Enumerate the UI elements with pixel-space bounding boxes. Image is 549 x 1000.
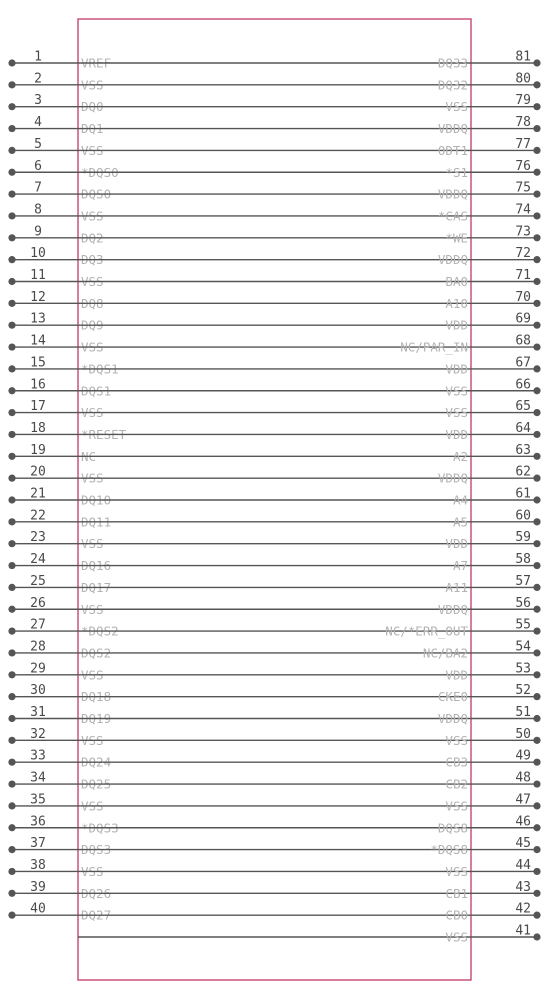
pin-endpoint-dot[interactable] [533, 737, 540, 744]
pin-number: 58 [515, 552, 531, 568]
pin-number: 53 [515, 661, 531, 677]
pin-number: 75 [515, 180, 531, 196]
pin-endpoint-dot[interactable] [533, 868, 540, 875]
pin-name-label: *S1 [445, 164, 468, 180]
pin-name-label: *DQS2 [81, 623, 119, 639]
pin-endpoint-dot[interactable] [533, 475, 540, 482]
pin-number: 15 [30, 355, 46, 371]
pin-endpoint-dot[interactable] [8, 562, 15, 569]
pin-name-label: DQ10 [81, 492, 112, 508]
pin-name-label: VSS [445, 798, 468, 814]
pin-number: 56 [515, 595, 531, 611]
pin-number: 55 [515, 617, 531, 633]
pin-endpoint-dot[interactable] [533, 606, 540, 613]
pin-number: 49 [515, 748, 531, 764]
pin-14 [8, 334, 103, 355]
pin-endpoint-dot[interactable] [8, 234, 15, 241]
pin-name-label: VSS [445, 863, 468, 879]
pin-endpoint-dot[interactable] [533, 212, 540, 219]
pin-name-label: A2 [452, 448, 468, 464]
pin-number: 32 [30, 726, 46, 742]
pin-endpoint-dot[interactable] [533, 256, 540, 263]
pin-10 [8, 246, 103, 267]
pin-name-label: *DQS0 [81, 164, 119, 180]
pin-endpoint-dot[interactable] [8, 649, 15, 656]
pin-15 [8, 355, 118, 376]
pin-name-label: DQ8 [81, 295, 104, 311]
pin-number: 24 [30, 552, 46, 568]
pin-number: 63 [515, 442, 531, 458]
pin-name-label: VDDQ [437, 186, 468, 202]
pin-name-label: VSS [445, 99, 468, 115]
pin-endpoint-dot[interactable] [8, 169, 15, 176]
pin-endpoint-dot[interactable] [8, 540, 15, 547]
pin-number: 17 [30, 399, 46, 415]
pin-number: 27 [30, 617, 46, 633]
pin-name-label: VDD [445, 536, 468, 552]
pin-number: 34 [30, 770, 46, 786]
pin-endpoint-dot[interactable] [8, 343, 15, 350]
pin-number: 50 [515, 726, 531, 742]
pin-name-label: DQ26 [81, 885, 112, 901]
pin-endpoint-dot[interactable] [533, 234, 540, 241]
pin-name-label: DQ17 [81, 579, 112, 595]
pin-number: 7 [34, 180, 42, 196]
pin-name-label: CB0 [445, 907, 468, 923]
pin-endpoint-dot[interactable] [533, 496, 540, 503]
pin-name-label: ODT1 [437, 142, 468, 158]
pin-name-label: DQ3 [81, 252, 104, 268]
pin-29 [8, 661, 103, 682]
pin-name-label: A4 [452, 492, 468, 508]
pin-name-label: CB3 [445, 754, 468, 770]
pin-name-label: A11 [445, 579, 468, 595]
pin-2 [8, 71, 103, 92]
pin-endpoint-dot[interactable] [8, 409, 15, 416]
pin-endpoint-dot[interactable] [533, 780, 540, 787]
pin-name-label: VSS [81, 536, 104, 552]
pin-name-label: NC/*ERR_OUT [385, 623, 468, 639]
pin-number: 11 [30, 268, 46, 283]
pin-name-label: DQ27 [81, 907, 112, 923]
pin-number: 37 [30, 836, 46, 852]
pin-number: 35 [30, 792, 46, 808]
pin-number: 47 [515, 792, 531, 808]
pin-number: 48 [515, 770, 531, 786]
pin-number: 64 [515, 420, 531, 436]
pin-endpoint-dot[interactable] [8, 431, 15, 438]
pin-endpoint-dot[interactable] [533, 387, 540, 394]
pin-endpoint-dot[interactable] [533, 562, 540, 569]
pin-3 [8, 93, 103, 114]
pin-name-label: VDD [445, 361, 468, 377]
pin-24 [8, 552, 111, 573]
pin-name-label: NC [81, 448, 97, 464]
pin-name-label: VSS [81, 863, 104, 879]
pin-name-label: DQ32 [437, 77, 468, 93]
pin-number: 61 [515, 486, 531, 502]
pin-number: 22 [30, 508, 46, 524]
pin-endpoint-dot[interactable] [8, 278, 15, 285]
pin-number: 43 [515, 879, 531, 895]
pin-endpoint-dot[interactable] [533, 540, 540, 547]
pin-endpoint-dot[interactable] [533, 715, 540, 722]
pin-name-label: A7 [452, 558, 468, 574]
pin-number: 33 [30, 748, 46, 764]
pin-number: 3 [34, 93, 42, 109]
pin-number: 1 [34, 49, 42, 65]
pin-endpoint-dot[interactable] [533, 518, 540, 525]
pin-endpoint-dot[interactable] [533, 846, 540, 853]
pin-endpoint-dot[interactable] [533, 409, 540, 416]
pin-name-label: VSS [81, 339, 104, 355]
pin-name-label: DQ33 [437, 55, 468, 71]
pin-number: 81 [515, 49, 531, 65]
pin-number: 39 [30, 879, 46, 895]
pin-endpoint-dot[interactable] [533, 802, 540, 809]
pin-name-label: CKE0 [437, 689, 468, 705]
pin-endpoint-dot[interactable] [533, 759, 540, 766]
pin-endpoint-dot[interactable] [8, 322, 15, 329]
pin-name-label: VDDQ [437, 252, 468, 268]
pin-endpoint-dot[interactable] [8, 584, 15, 591]
pin-number: 21 [30, 486, 46, 502]
pin-endpoint-dot[interactable] [8, 912, 15, 919]
pin-number: 57 [515, 573, 531, 589]
pin-number: 59 [515, 530, 531, 546]
pin-number: 69 [515, 311, 531, 327]
pin-name-label: *DQS1 [81, 361, 119, 377]
pin-endpoint-dot[interactable] [533, 278, 540, 285]
pin-endpoint-dot[interactable] [8, 518, 15, 525]
pin-number: 28 [30, 639, 46, 655]
pin-number: 60 [515, 508, 531, 524]
pin-name-label: DQ0 [81, 99, 104, 115]
pin-4 [8, 115, 103, 136]
pin-26 [8, 596, 103, 617]
pin-name-label: DQ1 [81, 121, 104, 137]
pin-name-label: VDD [445, 317, 468, 333]
pin-number: 68 [515, 333, 531, 349]
pin-endpoint-dot[interactable] [533, 824, 540, 831]
pin-number: 71 [515, 268, 531, 283]
pin-name-label: VSS [81, 732, 104, 748]
pin-27 [8, 618, 118, 639]
pin-endpoint-dot[interactable] [8, 147, 15, 154]
pin-number: 25 [30, 573, 46, 589]
pin-endpoint-dot[interactable] [8, 606, 15, 613]
pin-name-label: NC/BA2 [422, 645, 468, 661]
pin-name-label: CB2 [445, 776, 468, 792]
pin-40 [8, 902, 111, 923]
pin-endpoint-dot[interactable] [8, 671, 15, 678]
pin-number: 66 [515, 377, 531, 393]
pin-name-label: A5 [452, 514, 468, 530]
pin-endpoint-dot[interactable] [533, 103, 540, 110]
pin-name-label: VDDQ [437, 121, 468, 137]
pin-endpoint-dot[interactable] [8, 365, 15, 372]
pin-endpoint-dot[interactable] [8, 300, 15, 307]
pin-28 [8, 639, 111, 660]
pin-13 [8, 312, 103, 333]
pin-endpoint-dot[interactable] [8, 212, 15, 219]
pin-name-label: VSS [445, 383, 468, 399]
pin-number: 30 [30, 683, 46, 699]
pin-8 [8, 202, 103, 223]
pin-name-label: VSS [81, 470, 104, 486]
pin-name-label: VDD [445, 426, 468, 442]
pin-number: 72 [515, 246, 531, 262]
pin-number: 38 [30, 857, 46, 873]
pin-32 [8, 727, 103, 748]
pin-number: 78 [515, 115, 531, 131]
pin-name-label: *RESET [81, 426, 127, 442]
pin-endpoint-dot[interactable] [8, 191, 15, 198]
pin-34 [8, 771, 111, 792]
pin-number: 52 [515, 683, 531, 699]
pin-endpoint-dot[interactable] [8, 737, 15, 744]
pin-number: 4 [34, 115, 42, 131]
pin-number: 8 [34, 202, 42, 218]
pin-endpoint-dot[interactable] [533, 365, 540, 372]
pin-name-label: *CAS [437, 208, 468, 224]
pin-number: 73 [515, 224, 531, 240]
pin-name-label: VSS [445, 732, 468, 748]
pin-38 [8, 858, 103, 879]
pin-name-label: DQS1 [81, 383, 112, 399]
pin-name-label: CB1 [445, 885, 468, 901]
pin-number: 2 [34, 71, 42, 87]
pin-number: 36 [30, 814, 46, 830]
pin-39 [8, 880, 111, 901]
pin-endpoint-dot[interactable] [533, 693, 540, 700]
pin-35 [8, 792, 103, 813]
pin-name-label: VSS [81, 274, 104, 289]
pin-11 [8, 268, 103, 289]
pin-name-label: VDDQ [437, 711, 468, 726]
pin-33 [8, 749, 111, 770]
pin-30 [8, 683, 111, 704]
pin-endpoint-dot[interactable] [533, 431, 540, 438]
pin-name-label: VSS [81, 208, 104, 224]
pin-endpoint-dot[interactable] [533, 322, 540, 329]
pin-25 [8, 574, 111, 595]
pin-name-label: *DQS8 [430, 842, 468, 858]
pin-name-label: DQ2 [81, 230, 104, 246]
pin-endpoint-dot[interactable] [8, 824, 15, 831]
pin-number: 31 [30, 705, 46, 720]
pin-number: 18 [30, 420, 46, 436]
pin-number: 54 [515, 639, 531, 655]
pin-number: 5 [34, 136, 42, 152]
pin-endpoint-dot[interactable] [8, 125, 15, 132]
pin-name-label: DQS8 [437, 820, 468, 836]
pin-number: 29 [30, 661, 46, 677]
pin-endpoint-dot[interactable] [533, 59, 540, 66]
pin-name-label: VSS [81, 667, 104, 683]
pin-number: 10 [30, 246, 46, 262]
pin-endpoint-dot[interactable] [8, 693, 15, 700]
pin-name-label: VREF [81, 55, 112, 71]
pin-name-label: DQS0 [81, 186, 112, 202]
pin-number: 80 [515, 71, 531, 87]
pin-number: 16 [30, 377, 46, 393]
pin-7 [8, 181, 111, 202]
pin-name-label: DQ11 [81, 514, 112, 530]
pin-20 [8, 465, 103, 486]
pin-number: 45 [515, 836, 531, 852]
pin-name-label: DQ25 [81, 776, 112, 792]
pin-endpoint-dot[interactable] [533, 147, 540, 154]
pin-31 [8, 705, 111, 726]
pin-endpoint-dot[interactable] [8, 256, 15, 263]
pin-name-label: VDDQ [437, 601, 468, 617]
left-pin-group [8, 50, 126, 923]
pin-endpoint-dot[interactable] [533, 912, 540, 919]
pin-22 [8, 508, 111, 529]
pin-number: 79 [515, 93, 531, 109]
pin-name-label: VSS [81, 798, 104, 814]
pin-endpoint-dot[interactable] [533, 453, 540, 460]
pin-37 [8, 836, 111, 857]
pin-endpoint-dot[interactable] [8, 759, 15, 766]
pin-number: 23 [30, 530, 46, 546]
pin-name-label: VSS [81, 77, 104, 93]
pin-endpoint-dot[interactable] [8, 715, 15, 722]
pin-endpoint-dot[interactable] [8, 475, 15, 482]
pin-23 [8, 530, 103, 551]
pin-endpoint-dot[interactable] [533, 671, 540, 678]
pin-16 [8, 377, 111, 398]
pin-endpoint-dot[interactable] [8, 780, 15, 787]
pin-endpoint-dot[interactable] [8, 387, 15, 394]
pin-number: 46 [515, 814, 531, 830]
pin-12 [8, 290, 103, 311]
pin-number: 76 [515, 158, 531, 174]
pin-name-label: VDD [445, 667, 468, 683]
pin-endpoint-dot[interactable] [533, 169, 540, 176]
pin-number: 14 [30, 333, 46, 349]
pin-name-label: DQ19 [81, 711, 112, 726]
pin-endpoint-dot[interactable] [533, 191, 540, 198]
pin-1 [8, 50, 111, 71]
pin-number: 77 [515, 136, 531, 152]
pin-number: 70 [515, 289, 531, 305]
pin-number: 62 [515, 464, 531, 480]
pin-name-label: *WE [445, 230, 468, 246]
pin-name-label: VSS [81, 142, 104, 158]
pin-name-label: BA0 [445, 274, 468, 289]
pin-name-label: VSS [81, 601, 104, 617]
pin-19 [8, 443, 96, 464]
pin-name-label: VSS [81, 405, 104, 421]
pin-endpoint-dot[interactable] [533, 584, 540, 591]
pin-endpoint-dot[interactable] [533, 628, 540, 635]
pin-endpoint-dot[interactable] [533, 343, 540, 350]
pin-18 [8, 421, 126, 442]
pin-name-label: DQ24 [81, 754, 112, 770]
pin-endpoint-dot[interactable] [8, 81, 15, 88]
pin-endpoint-dot[interactable] [533, 890, 540, 897]
pin-17 [8, 399, 103, 420]
pin-9 [8, 224, 103, 245]
pin-number: 41 [515, 923, 531, 939]
pin-number: 26 [30, 595, 46, 611]
pin-endpoint-dot[interactable] [8, 59, 15, 66]
pin-name-label: *DQS3 [81, 820, 119, 836]
pin-number: 40 [30, 901, 46, 917]
pin-number: 51 [515, 705, 531, 720]
pin-endpoint-dot[interactable] [533, 81, 540, 88]
pin-number: 12 [30, 289, 46, 305]
pin-endpoint-dot[interactable] [8, 496, 15, 503]
pin-endpoint-dot[interactable] [8, 846, 15, 853]
pin-6 [8, 159, 118, 180]
pin-endpoint-dot[interactable] [8, 453, 15, 460]
pin-name-label: NC/PAR_IN [400, 339, 468, 355]
pin-number: 9 [34, 224, 42, 240]
pin-number: 42 [515, 901, 531, 917]
pin-name-label: DQ18 [81, 689, 112, 705]
pin-endpoint-dot[interactable] [533, 300, 540, 307]
pin-36 [8, 814, 118, 835]
pin-name-label: DQ9 [81, 317, 104, 333]
pin-endpoint-dot[interactable] [8, 628, 15, 635]
pin-endpoint-dot[interactable] [533, 649, 540, 656]
pin-21 [8, 487, 111, 508]
pin-endpoint-dot[interactable] [8, 103, 15, 110]
pin-name-label: VDDQ [437, 470, 468, 486]
pin-number: 65 [515, 399, 531, 415]
pin-name-label: DQS3 [81, 842, 112, 858]
pin-number: 19 [30, 442, 46, 458]
pin-number: 74 [515, 202, 531, 218]
pin-name-label: A10 [445, 295, 468, 311]
pin-name-label: VSS [445, 929, 468, 945]
pin-number: 6 [34, 158, 42, 174]
pin-endpoint-dot[interactable] [533, 125, 540, 132]
pin-number: 20 [30, 464, 46, 480]
pin-number: 67 [515, 355, 531, 371]
pin-endpoint-dot[interactable] [8, 890, 15, 897]
pin-name-label: DQS2 [81, 645, 112, 661]
pin-name-label: VSS [445, 405, 468, 421]
pin-5 [8, 137, 103, 158]
pin-name-label: DQ16 [81, 558, 112, 574]
pin-endpoint-dot[interactable] [8, 868, 15, 875]
pin-number: 13 [30, 311, 46, 327]
pin-number: 44 [515, 857, 531, 873]
pin-endpoint-dot[interactable] [533, 933, 540, 940]
pin-endpoint-dot[interactable] [8, 802, 15, 809]
